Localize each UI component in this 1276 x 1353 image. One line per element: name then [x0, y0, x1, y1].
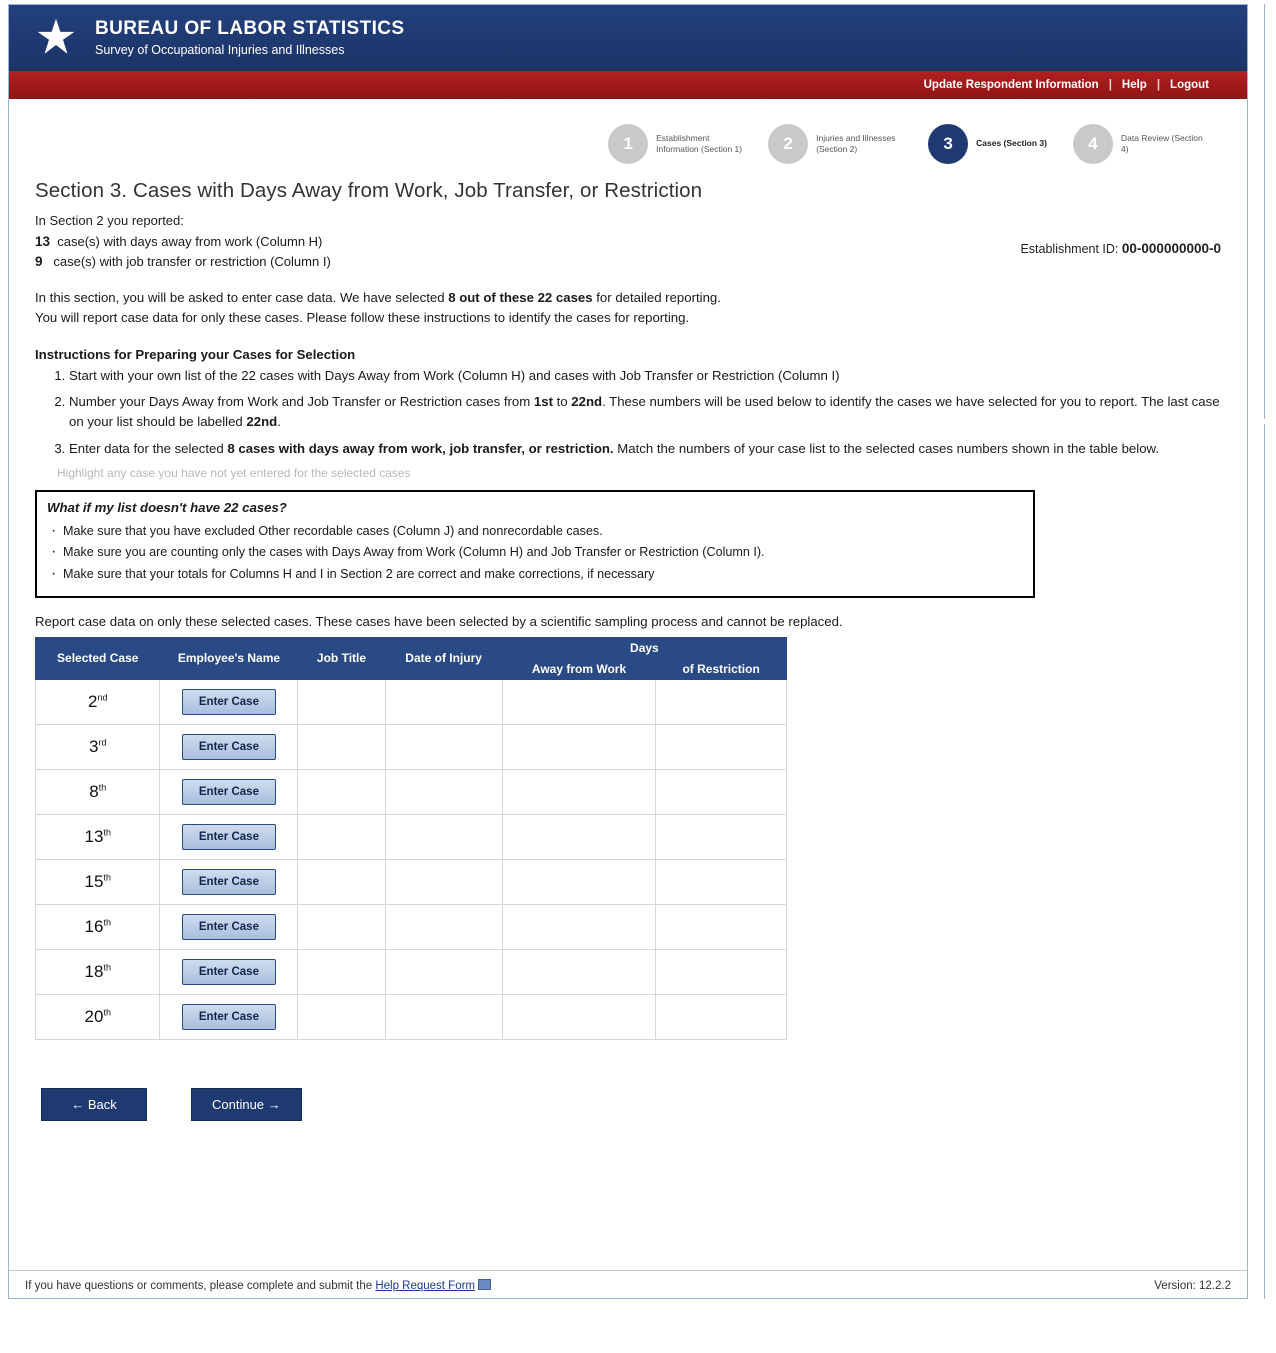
table-header-row-1	[36, 637, 787, 658]
selected-cases-table	[35, 637, 787, 1040]
case-number-ordinal: th	[103, 827, 111, 838]
cell-away-from-work	[502, 904, 656, 949]
case-number-ordinal: th	[103, 1007, 111, 1018]
step-4-number: 4	[1073, 124, 1113, 164]
case-number-value: 3	[88, 736, 99, 756]
utility-nav	[9, 71, 1247, 99]
cell-job-title	[298, 769, 385, 814]
footer-text-before-link: If you have questions or comments, please complete and submit the	[25, 1280, 376, 1292]
what-if-bullet-1: · Make sure that you have excluded Other recordable cases (Column J) and nonrecordable cases.	[63, 521, 1023, 543]
cell-away-from-work	[502, 769, 656, 814]
instructions-list	[35, 366, 1221, 459]
step-1-number: 1	[608, 124, 648, 164]
cell-date-of-injury	[385, 859, 502, 904]
intro-text-a: In this section, you will be asked to enter case data. We have selected	[35, 289, 449, 305]
cell-case-number	[36, 769, 160, 814]
instruction-item-3	[69, 439, 1221, 459]
case-number-ordinal: th	[103, 917, 111, 928]
nav-separator-1: |	[1108, 79, 1112, 91]
instruction-2-last: 22nd	[571, 394, 603, 410]
cell-of-restriction	[656, 949, 787, 994]
enter-case-button[interactable]: Enter Case	[182, 779, 276, 805]
logout-link[interactable]: Logout	[1170, 79, 1209, 91]
th-of-restriction: of Restriction	[656, 658, 787, 679]
page-body	[9, 179, 1247, 1121]
instruction-2-first: 1st	[533, 394, 553, 410]
continue-button[interactable]: Continue →	[191, 1088, 302, 1121]
table-row	[36, 679, 787, 724]
cell-date-of-injury	[385, 679, 502, 724]
cell-job-title	[298, 814, 385, 859]
cell-employee-name	[160, 949, 298, 994]
instruction-item-1: 1. Start with your own list of the 22 cases with Days Away from Work (Column H) and cases with Job Transfer or Restriction (Column I)	[69, 366, 1221, 386]
table-body	[36, 679, 787, 1039]
enter-case-button[interactable]: Enter Case	[182, 959, 276, 985]
step-1-label: Establishment Information (Section 1)	[656, 132, 743, 154]
th-employee-name: Employee's Name	[160, 637, 298, 679]
step-3-number: 3	[928, 124, 968, 164]
site-header	[9, 5, 1247, 71]
instruction-2-text-a: Number your Days Away from Work and Job Transfer or Restriction cases from	[69, 394, 534, 410]
what-if-bullet-3: · Make sure that your totals for Columns H and I in Section 2 are correct and make corrections, if necessary	[63, 564, 1023, 586]
enter-case-button[interactable]: Enter Case	[182, 1004, 276, 1030]
cell-job-title	[298, 994, 385, 1039]
what-if-callout	[35, 490, 1035, 598]
instructions-heading: Instructions for Preparing your Cases for Selection	[35, 346, 356, 362]
step-4-label: Data Review (Section 4)	[1121, 132, 1203, 154]
table-row	[36, 904, 787, 949]
case-number-value: 15	[84, 871, 104, 891]
cell-job-title	[298, 904, 385, 949]
th-days: Days	[502, 637, 786, 658]
table-row	[36, 859, 787, 904]
cell-employee-name	[160, 769, 298, 814]
app-frame	[8, 4, 1248, 1299]
cell-of-restriction	[656, 769, 787, 814]
survey-subtitle: Survey of Occupational Injuries and Illnesses	[95, 43, 345, 58]
table-row	[36, 814, 787, 859]
intro-text-c: for detailed reporting.	[592, 289, 721, 305]
count-days-away-text: case(s) with days away from work (Column H)	[57, 234, 323, 249]
enter-case-button[interactable]: Enter Case	[182, 914, 276, 940]
step-4-data-review[interactable]	[1073, 124, 1207, 164]
establishment-id-value: 00-000000000-0	[1121, 241, 1221, 256]
cell-job-title	[298, 724, 385, 769]
cell-away-from-work	[502, 724, 656, 769]
establishment-id-label: Establishment ID:	[1020, 242, 1119, 256]
instruction-2-text-c: to	[552, 394, 572, 410]
cell-employee-name	[160, 724, 298, 769]
page-title: Section 3. Cases with Days Away from Work, Job Transfer, or Restriction	[35, 179, 703, 202]
footer-help-text	[25, 1279, 491, 1292]
instruction-item-2	[69, 392, 1221, 432]
instruction-3-text-a: Enter data for the selected	[69, 440, 228, 456]
intro-line-2: You will report case data for only these cases. Please follow these instructions to identify the cases for reporting.	[35, 310, 690, 326]
cell-employee-name	[160, 994, 298, 1039]
cell-of-restriction	[656, 859, 787, 904]
cell-employee-name	[160, 814, 298, 859]
help-link[interactable]: Help	[1121, 79, 1147, 91]
cell-date-of-injury	[385, 949, 502, 994]
cell-case-number	[36, 904, 160, 949]
case-number-ordinal: th	[103, 872, 111, 883]
instruction-3-text-c: Match the numbers of your case list to the selected cases numbers shown in the table below.	[613, 440, 1159, 456]
cell-job-title	[298, 859, 385, 904]
cell-of-restriction	[656, 724, 787, 769]
case-number-ordinal: rd	[98, 737, 107, 748]
cell-job-title	[298, 679, 385, 724]
count-days-away-value: 13	[35, 234, 51, 249]
instruction-3-emphasis: 8 cases with days away from work, job transfer, or restriction.	[227, 440, 614, 456]
count-job-transfer-value: 9	[35, 253, 43, 269]
th-away-from-work: Away from Work	[502, 658, 656, 679]
nav-separator-2: |	[1156, 79, 1161, 91]
enter-case-button[interactable]: Enter Case	[182, 824, 276, 850]
navigation-buttons	[35, 1088, 1221, 1121]
agency-title: BUREAU OF LABOR STATISTICS	[95, 18, 405, 40]
enter-case-button[interactable]: Enter Case	[182, 689, 276, 715]
report-note: Report case data on only these selected cases. These cases have been selected by a scientific sampling process and cannot be replaced.	[35, 613, 843, 629]
cell-away-from-work	[502, 949, 656, 994]
instruction-2-last-label: 22nd	[246, 414, 278, 430]
step-3-cases[interactable]	[928, 124, 1047, 164]
footer-version: Version: 12.2.2	[1154, 1279, 1231, 1292]
case-number-value: 20	[84, 1006, 104, 1026]
table-row	[36, 949, 787, 994]
case-number-value: 8	[89, 781, 99, 801]
cell-away-from-work	[502, 814, 656, 859]
what-if-question: What if my list doesn't have 22 cases?	[47, 499, 287, 515]
cell-away-from-work	[502, 994, 656, 1039]
pdf-icon	[478, 1279, 491, 1290]
progress-steps	[9, 113, 1247, 175]
instruction-item-4-partially-hidden: Highlight any case you have not yet entered for the selected cases	[57, 465, 411, 480]
table-row	[36, 724, 787, 769]
right-edge-sliver-bottom	[1264, 424, 1276, 1299]
step-2-label: Injuries and Illnesses (Section 2)	[816, 132, 896, 154]
step-2-number: 2	[768, 124, 808, 164]
bls-star-icon	[35, 15, 81, 61]
cell-job-title	[298, 949, 385, 994]
cell-of-restriction	[656, 814, 787, 859]
table-row	[36, 769, 787, 814]
step-2-injuries-and-illnesses[interactable]	[768, 124, 902, 164]
update-respondent-information-link[interactable]: Update Respondent Information	[923, 79, 1099, 91]
step-3-label: Cases (Section 3)	[976, 138, 1047, 149]
help-request-form-link[interactable]: Help Request Form	[375, 1280, 476, 1292]
enter-case-button[interactable]: Enter Case	[182, 734, 276, 760]
cell-of-restriction	[656, 904, 787, 949]
what-if-bullet-2: · Make sure you are counting only the cases with Days Away from Work (Column H) and Job Transfer or Restriction (Column I).	[63, 542, 1023, 564]
establishment-id-block	[1020, 241, 1221, 256]
cell-employee-name	[160, 679, 298, 724]
cell-of-restriction	[656, 994, 787, 1039]
enter-case-button[interactable]: Enter Case	[182, 869, 276, 895]
intro-paragraph	[35, 288, 1221, 329]
case-number-ordinal: nd	[97, 692, 108, 703]
cell-away-from-work	[502, 859, 656, 904]
cell-case-number	[36, 679, 160, 724]
th-selected-case: Selected Case	[36, 637, 160, 679]
cell-case-number	[36, 949, 160, 994]
count-job-transfer-text: case(s) with job transfer or restriction (Column I)	[53, 253, 331, 269]
cell-case-number	[36, 724, 160, 769]
cell-case-number	[36, 814, 160, 859]
step-1-establishment-information[interactable]	[608, 124, 742, 164]
cell-date-of-injury	[385, 814, 502, 859]
case-number-value: 18	[84, 961, 104, 981]
page-footer	[9, 1270, 1247, 1298]
case-number-ordinal: th	[98, 782, 107, 793]
th-job-title: Job Title	[298, 637, 385, 679]
table-row	[36, 994, 787, 1039]
selected-count-emphasis: 8 out of these 22 cases	[448, 289, 593, 305]
th-date-of-injury: Date of Injury	[385, 637, 502, 679]
cell-of-restriction	[656, 679, 787, 724]
case-number-value: 2	[87, 691, 98, 711]
case-number-value: 13	[84, 826, 104, 846]
cell-case-number	[36, 994, 160, 1039]
instruction-2-text-g: .	[277, 414, 281, 430]
case-number-ordinal: th	[103, 962, 111, 973]
cell-date-of-injury	[385, 904, 502, 949]
cell-away-from-work	[502, 679, 656, 724]
cell-date-of-injury	[385, 724, 502, 769]
cell-date-of-injury	[385, 994, 502, 1039]
right-edge-sliver-top	[1264, 4, 1276, 419]
cell-case-number	[36, 859, 160, 904]
what-if-bullets	[47, 521, 1023, 586]
cell-date-of-injury	[385, 769, 502, 814]
instruction-2-text-e: . These numbers will be used below to identify the cases we have selected for you to report. The last case on your list should be labelled	[69, 394, 1220, 430]
case-number-value: 16	[84, 916, 104, 936]
reported-intro: In Section 2 you reported:	[35, 213, 184, 228]
cell-employee-name	[160, 904, 298, 949]
back-button[interactable]: ← Back	[41, 1088, 147, 1121]
cell-employee-name	[160, 859, 298, 904]
